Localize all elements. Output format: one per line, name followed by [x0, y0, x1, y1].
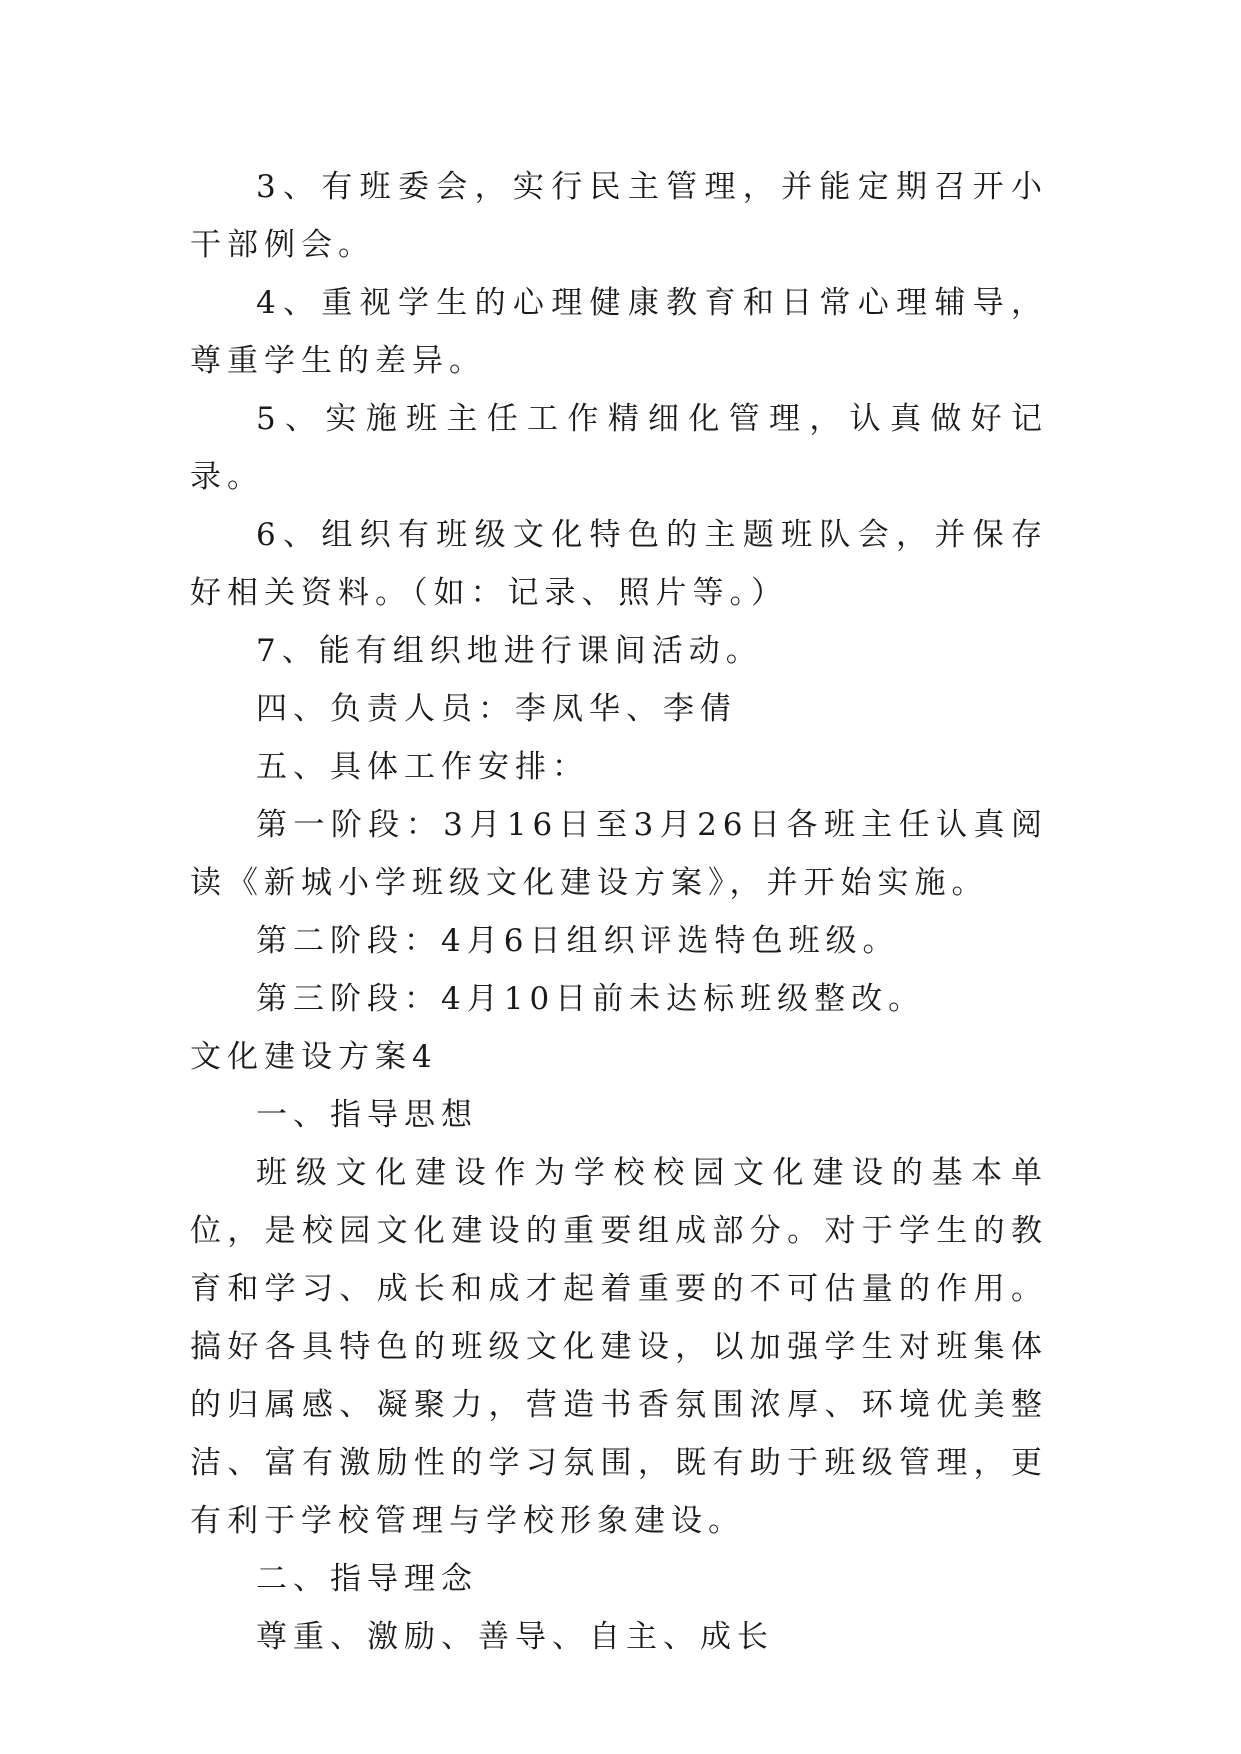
paragraph-item-3: 3、有班委会，实行民主管理，并能定期召开小干部例会。	[190, 169, 1048, 263]
section-heading-responsible-persons: 四、负责人员：李凤华、李倩	[256, 691, 737, 727]
guiding-thought-body: 班级文化建设作为学校校园文化建设的基本单位，是校园文化建设的重要组成部分。对于学生的教育和学习、成长和成才起着重要的不可估量的作用。搞好各具特色的班级文化建设，以加强学生对班集体的归属感、凝聚力，营造书香氛围浓厚、环境优美整洁、富有激励性的学习氛围，既有助于班级管理，更有利于学校管理与学校形象建设。	[190, 1155, 1048, 1539]
paragraph-item-6: 6、组织有班级文化特色的主题班队会，并保存好相关资料。（如：记录、照片等。）	[190, 517, 1048, 611]
guiding-concept-body: 尊重、激励、善导、自主、成长	[256, 1619, 774, 1655]
schedule-stage-3: 第三阶段：4月10日前未达标班级整改。	[256, 981, 926, 1017]
paragraph-item-7: 7、能有组织地进行课间活动。	[256, 633, 763, 669]
paragraph-item-5: 5、实施班主任工作精细化管理，认真做好记录。	[190, 401, 1048, 495]
schedule-stage-1: 第一阶段：3月16日至3月26日各班主任认真阅读《新城小学班级文化建设方案》，并开始实施。	[190, 807, 1048, 901]
document-section-title: 文化建设方案4	[190, 1039, 438, 1075]
document-body	[190, 158, 1048, 1666]
schedule-stage-2: 第二阶段：4月6日组织评选特色班级。	[256, 923, 900, 959]
paragraph-item-4: 4、重视学生的心理健康教育和日常心理辅导，尊重学生的差异。	[190, 285, 1048, 379]
section-heading-guiding-thought: 一、指导思想	[256, 1097, 478, 1133]
section-heading-work-schedule: 五、具体工作安排：	[256, 749, 589, 785]
section-heading-guiding-concept: 二、指导理念	[256, 1561, 478, 1597]
